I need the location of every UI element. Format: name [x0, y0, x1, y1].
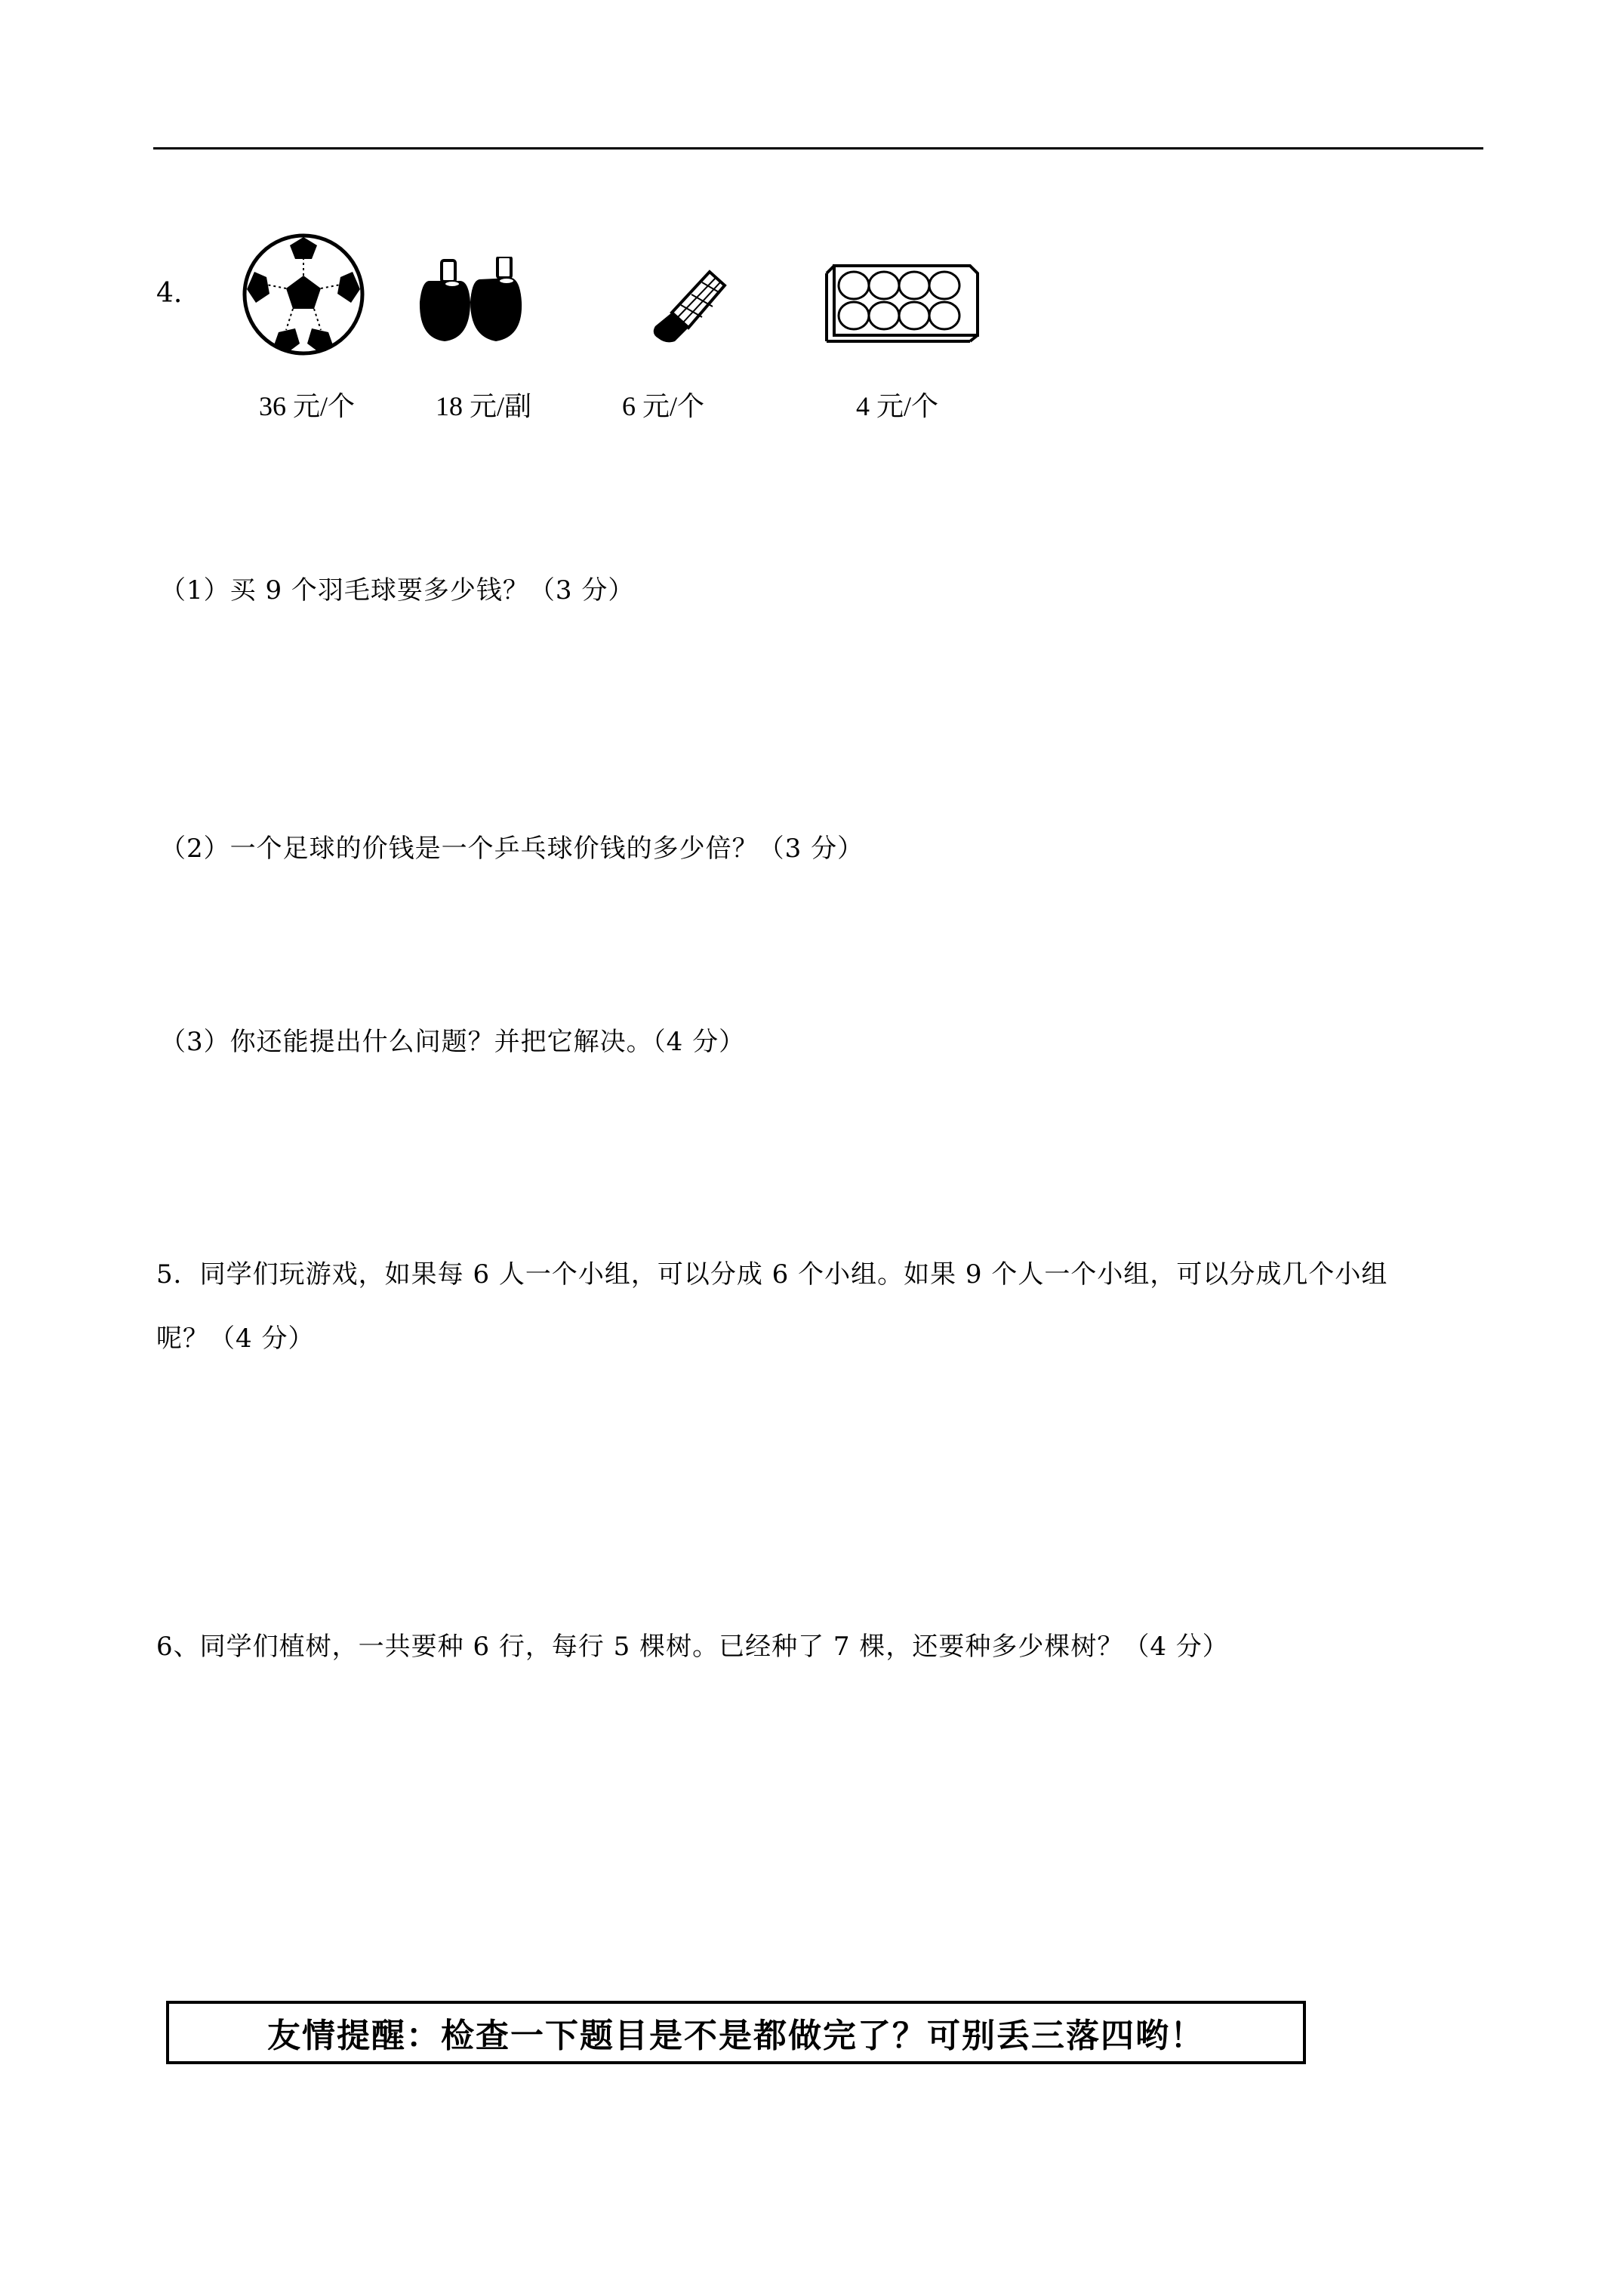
question-6-text: 6、同学们植树，一共要种 6 行，每行 5 棵树。已经种了 7 棵，还要种多少棵树？（4 分）	[156, 1632, 1229, 1662]
soccer-ball-price: 36 元/个	[259, 391, 356, 421]
header-rule	[153, 147, 1483, 149]
ball-box-price: 4 元/个	[856, 391, 939, 421]
question-4-number: 4.	[156, 278, 183, 309]
shuttlecock-icon	[642, 264, 732, 347]
question-5-line-2: 呢？（4 分）	[156, 1324, 315, 1354]
ping-pong-balls-box-icon	[819, 257, 985, 347]
shuttlecock-price: 6 元/个	[622, 391, 705, 421]
reminder-text: 友情提醒：检查一下题目是不是都做完了？可别丢三落四哟！	[267, 2017, 1205, 2055]
question-4-sub-3: （3）你还能提出什么问题？并把它解决。（4 分）	[160, 1027, 746, 1057]
question-5-line-1: 5．同学们玩游戏，如果每 6 人一个小组，可以分成 6 个小组。如果 9 个人一个小组，可以分成几个小组	[156, 1259, 1388, 1290]
reminder-box	[166, 2001, 1306, 2064]
question-4-sub-1: （1）买 9 个羽毛球要多少钱？（3 分）	[160, 575, 635, 606]
question-4-sub-2: （2）一个足球的价钱是一个乒乓球价钱的多少倍？（3 分）	[160, 834, 864, 864]
paddles-price: 18 元/副	[436, 391, 532, 421]
shuttlecock-item	[604, 264, 770, 347]
soccer-ball-icon	[239, 230, 368, 359]
ball-box-item	[819, 257, 985, 347]
ping-pong-paddles-icon	[401, 257, 544, 347]
paddles-item	[390, 257, 556, 347]
soccer-ball-item	[220, 230, 387, 359]
